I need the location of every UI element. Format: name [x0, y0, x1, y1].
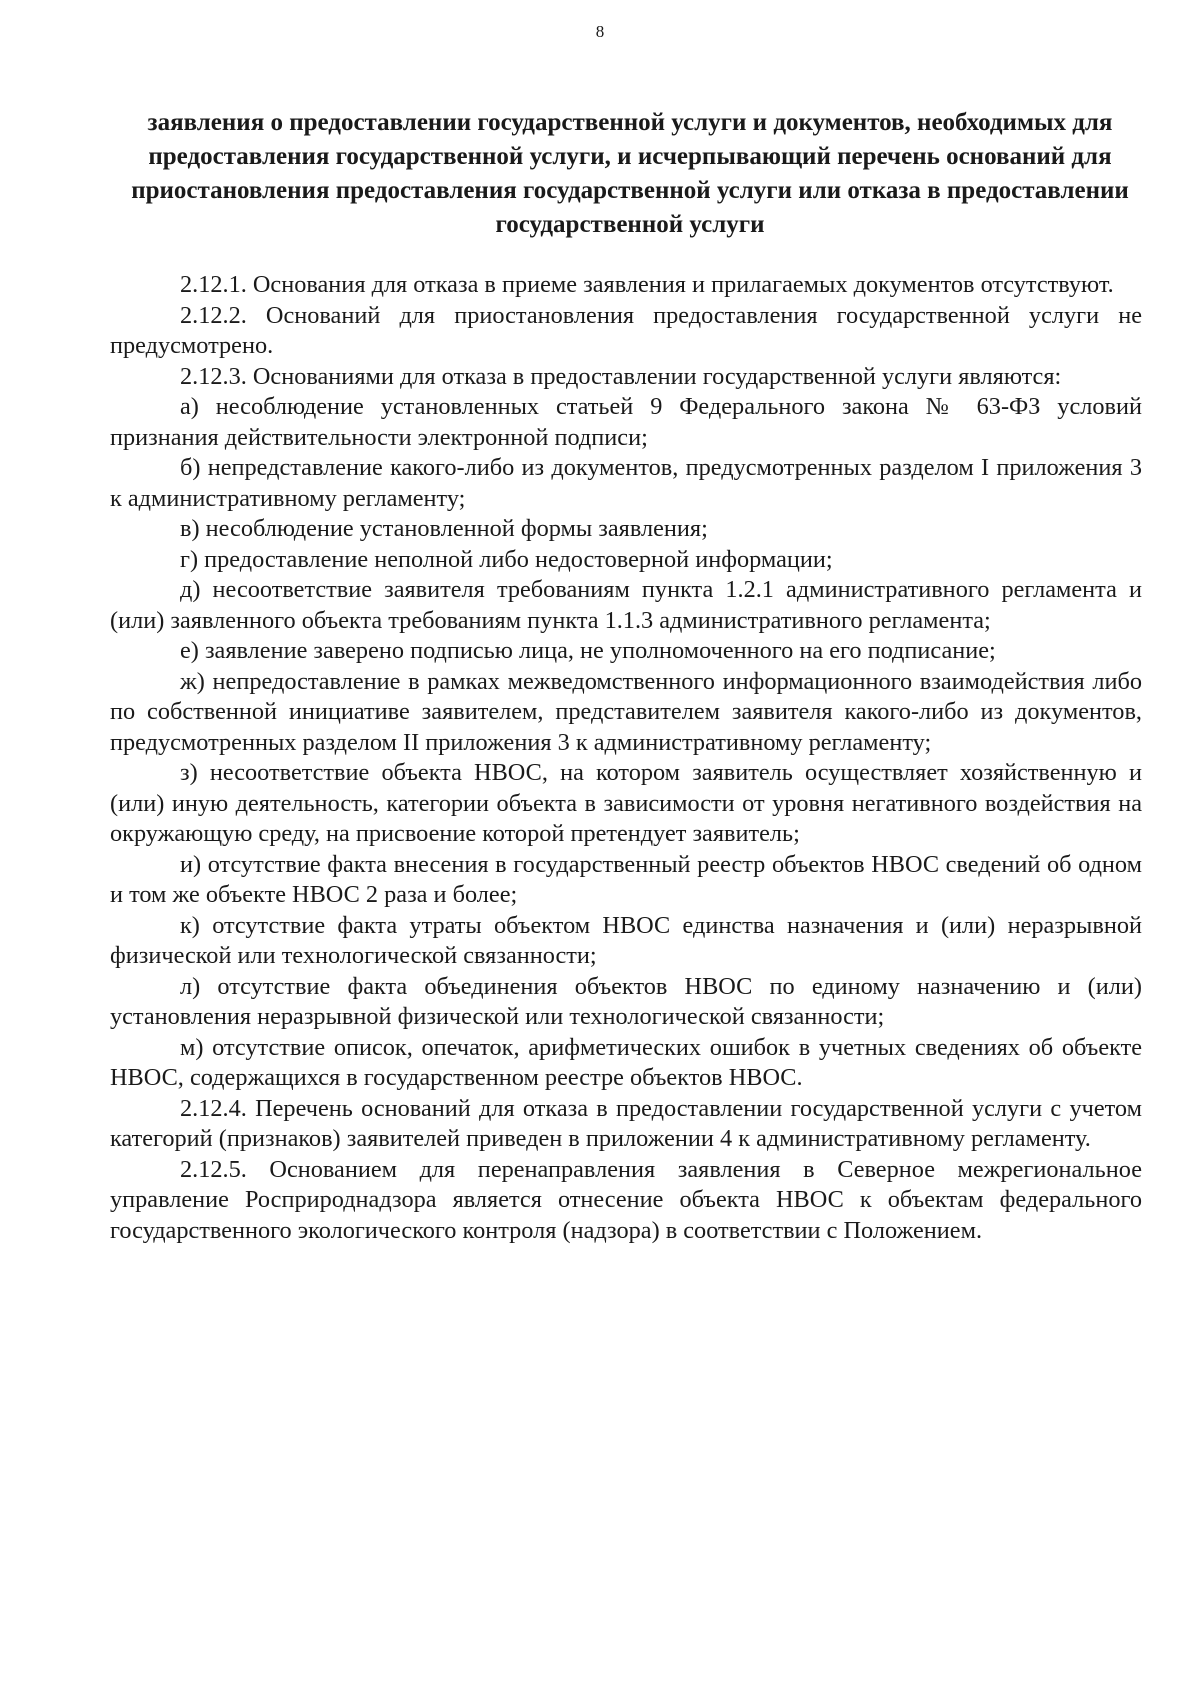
list-item-m: м) отсутствие описок, опечаток, арифметических ошибок в учетных сведениях об объекте НВОС, содержащихся в государственном реестре объектов НВОС.: [110, 1033, 1142, 1091]
list-item-z: з) несоответствие объекта НВОС, на котором заявитель осуществляет хозяйственную и (или) иную деятельность, категории объекта в зависимости от уровня негативного воздействия на окружающую среду, на присвоение которой претендует заявитель;: [110, 759, 1142, 847]
list-item-zh: ж) непредоставление в рамках межведомственного информационного взаимодействия либо по собственной инициативе заявителем, представителем заявителя какого-либо из документов, предусмотренных разделом II приложения 3 к административному регламенту;: [110, 667, 1142, 756]
paragraph-2-12-1: 2.12.1. Основания для отказа в приеме заявления и прилагаемых документов отсутствуют.: [180, 271, 1114, 298]
list-item-v: в) несоблюдение установленной формы заявления;: [180, 515, 708, 542]
list-item-k: к) отсутствие факта утраты объектом НВОС единства назначения и (или) неразрывной физической или технологической связанности;: [110, 911, 1142, 969]
list-item-l: л) отсутствие факта объединения объектов НВОС по единому назначению и (или) установления неразрывной физической или технологической связанности;: [110, 972, 1142, 1030]
page-number: 8: [595, 22, 605, 41]
paragraph-2-12-3: 2.12.3. Основаниями для отказа в предоставлении государственной услуги являются:: [180, 362, 1062, 390]
list-item-e: е) заявление заверено подписью лица, не уполномоченного на его подписание;: [180, 637, 996, 664]
paragraph-2-12-2: 2.12.2. Оснований для приостановления предоставления государственной услуги не предусмотрено.: [110, 301, 1142, 359]
document-body: [110, 270, 1142, 1246]
list-item-a: а) несоблюдение установленных статьей 9 Федерального закона № 63-ФЗ условий признания действительности электронной подписи;: [110, 393, 1142, 451]
paragraph-2-12-4: 2.12.4. Перечень оснований для отказа в предоставлении государственной услуги с учетом категорий (признаков) заявителей приведен в приложении 4 к административному регламенту.: [110, 1094, 1142, 1152]
list-item-d: д) несоответствие заявителя требованиям пункта 1.2.1 административного регламента и (или) заявленного объекта требованиям пункта 1.1.3 административного регламента;: [110, 576, 1142, 634]
section-heading: заявления о предоставлении государственной услуги и документов, необходимых для предоставления государственной услуги, и исчерпывающий перечень оснований для приостановления предоставления государственной услуги или отказа в предоставлении государственной услуги: [131, 109, 1129, 238]
list-item-g: г) предоставление неполной либо недостоверной информации;: [180, 545, 833, 573]
list-item-b: б) непредставление какого-либо из документов, предусмотренных разделом I приложения 3 к административному регламенту;: [110, 454, 1142, 512]
list-item-i: и) отсутствие факта внесения в государственный реестр объектов НВОС сведений об одном и том же объекте НВОС 2 раза и более;: [110, 850, 1142, 908]
paragraph-2-12-5: 2.12.5. Основанием для перенаправления заявления в Северное межрегиональное управление Росприроднадзора является отнесение объекта НВОС к объектам федерального государственного экологического контроля (надзора) в соответствии с Положением.: [110, 1155, 1142, 1244]
